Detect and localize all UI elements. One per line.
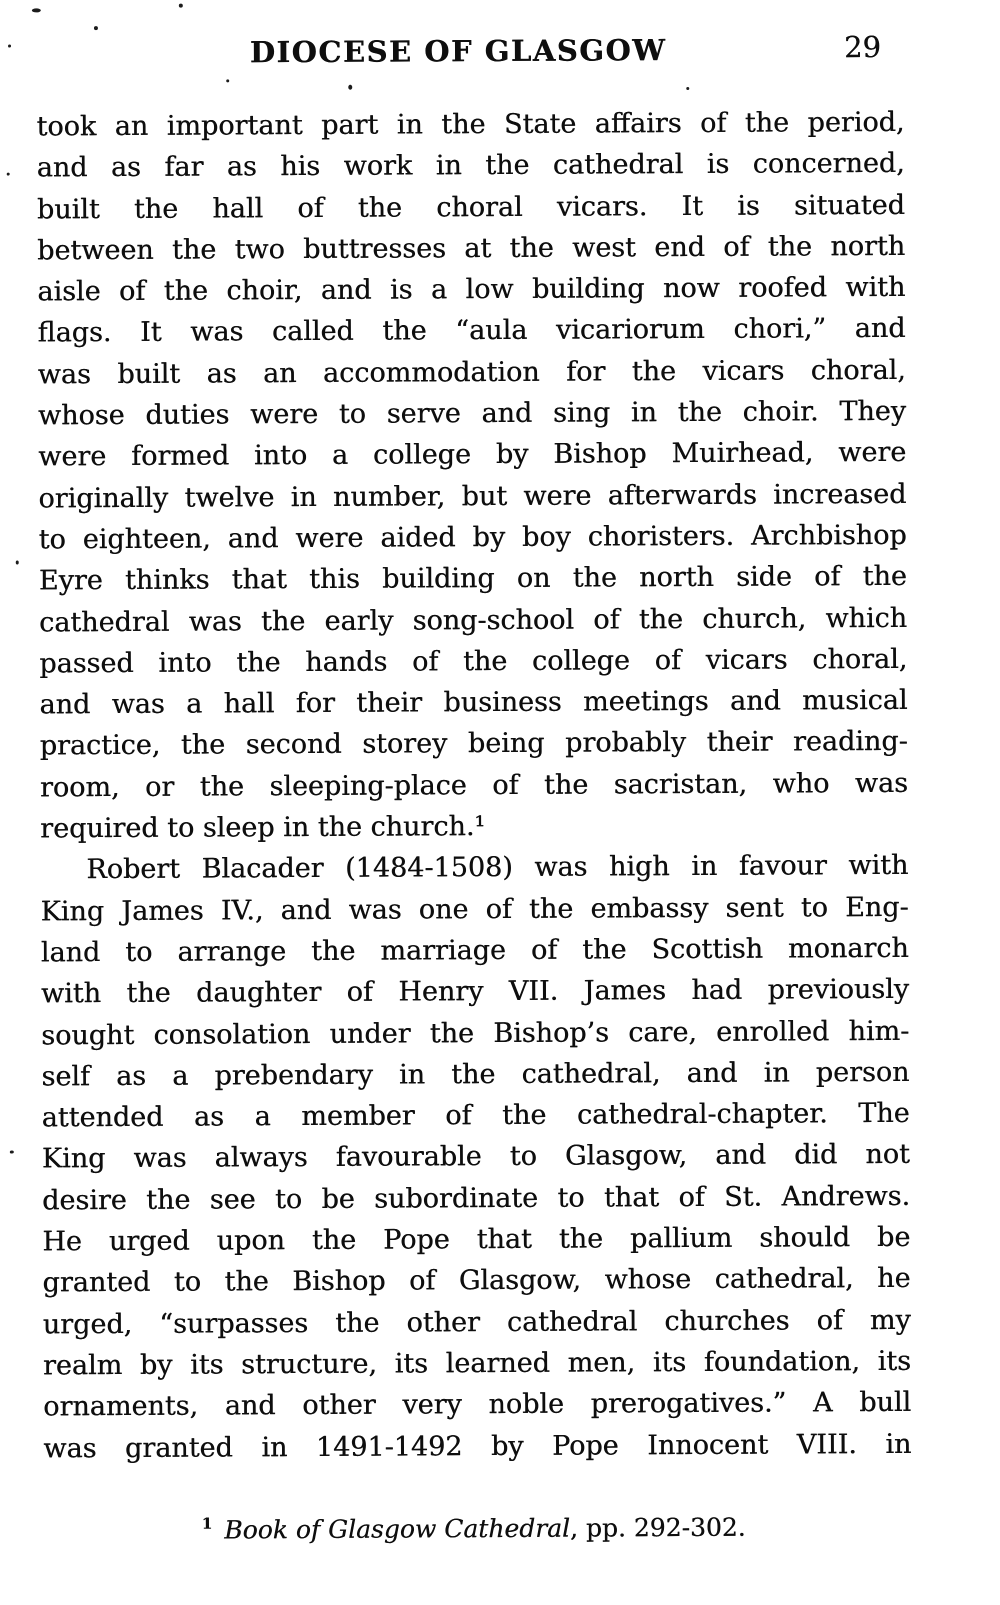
- scan-speck: [32, 8, 41, 12]
- running-title: DIOCESE OF GLASGOW: [249, 33, 667, 70]
- text-line: passed into the hands of the college of vicars choral,: [39, 643, 908, 680]
- text-line: sought consolation under the Bishop’s care, enrolled him-: [41, 1015, 910, 1051]
- text-line: Eyre thinks that this building on the north side of the: [38, 561, 907, 597]
- scan-speck: [16, 561, 19, 565]
- text-line: flags. It was called the “aula vicariorum chori,” and: [37, 313, 906, 349]
- footnote: [202, 1512, 746, 1545]
- text-line: originally twelve in number, but were afterwards increased: [38, 478, 907, 515]
- text-line: were formed into a college by Bishop Muirhead, were: [38, 437, 907, 473]
- text-line-paragraph-start: Robert Blacader (1484-1508) was high in favour with: [86, 850, 909, 886]
- text-line: ornaments, and other very noble prerogatives.” A bull: [43, 1387, 912, 1423]
- scan-speck: [10, 1151, 14, 1154]
- scan-speck: [226, 79, 229, 82]
- text-line: cathedral was the early song-school of the church, which: [38, 602, 908, 638]
- footnote-pages: , pp. 292-302.: [569, 1512, 746, 1543]
- page-number: 29: [843, 29, 882, 65]
- body-text: [36, 102, 911, 1469]
- text-line-paragraph-end: required to sleep in the church.¹: [40, 811, 486, 845]
- text-line: desire the see to be subordinate to that of St. Andrews.: [42, 1180, 911, 1217]
- text-line: urged, “surpasses the other cathedral churches of my: [42, 1304, 911, 1341]
- text-line: took an important part in the State affairs of the period,: [36, 106, 905, 143]
- text-line: to eighteen, and were aided by boy choristers. Archbishop: [38, 519, 907, 556]
- text-line: and as far as his work in the cathedral is concerned,: [36, 148, 905, 184]
- text-line: King was always favourable to Glasgow, and did not: [41, 1139, 910, 1175]
- scan-speck: [8, 45, 11, 48]
- text-line: between the two buttresses at the west end of the north: [37, 230, 906, 267]
- scan-speck: [94, 26, 98, 30]
- text-line: attended as a member of the cathedral-chapter. The: [41, 1097, 910, 1134]
- text-line: land to arrange the marriage of the Scottish monarch: [40, 932, 909, 969]
- scan-speck: [686, 87, 689, 90]
- scan-speck: [7, 173, 10, 176]
- scan-speck: [348, 85, 352, 90]
- text-line: realm by its structure, its learned men, its foundation, its: [42, 1345, 912, 1382]
- footnote-work-title: Book of Glasgow Cathedral: [224, 1513, 571, 1545]
- text-line: aisle of the choir, and is a low building now roofed with: [37, 272, 906, 308]
- text-line: built the hall of the choral vicars. It is situated: [36, 189, 905, 226]
- text-line: King James IV., and was one of the embassy sent to Eng-: [40, 891, 909, 928]
- text-line: granted to the Bishop of Glasgow, whose cathedral, he: [42, 1263, 911, 1299]
- text-line: practice, the second storey being probably their reading-: [39, 726, 908, 762]
- text-line: room, or the sleeping-place of the sacristan, who was: [39, 767, 908, 804]
- footnote-marker: 1: [201, 1514, 213, 1533]
- scan-speck: [179, 4, 183, 8]
- text-line: and was a hall for their business meetings and musical: [39, 685, 908, 721]
- text-line: whose duties were to serve and sing in the choir. They: [37, 395, 907, 432]
- text-line: with the daughter of Henry VII. James had previously: [40, 974, 910, 1010]
- text-line: He urged upon the Pope that the pallium should be: [42, 1221, 911, 1258]
- text-line: was granted in 1491-1492 by Pope Innocent VIII. in: [43, 1428, 912, 1464]
- text-line: self as a prebendary in the cathedral, and in person: [41, 1056, 910, 1093]
- text-line: was built as an accommodation for the vicars choral,: [37, 354, 906, 391]
